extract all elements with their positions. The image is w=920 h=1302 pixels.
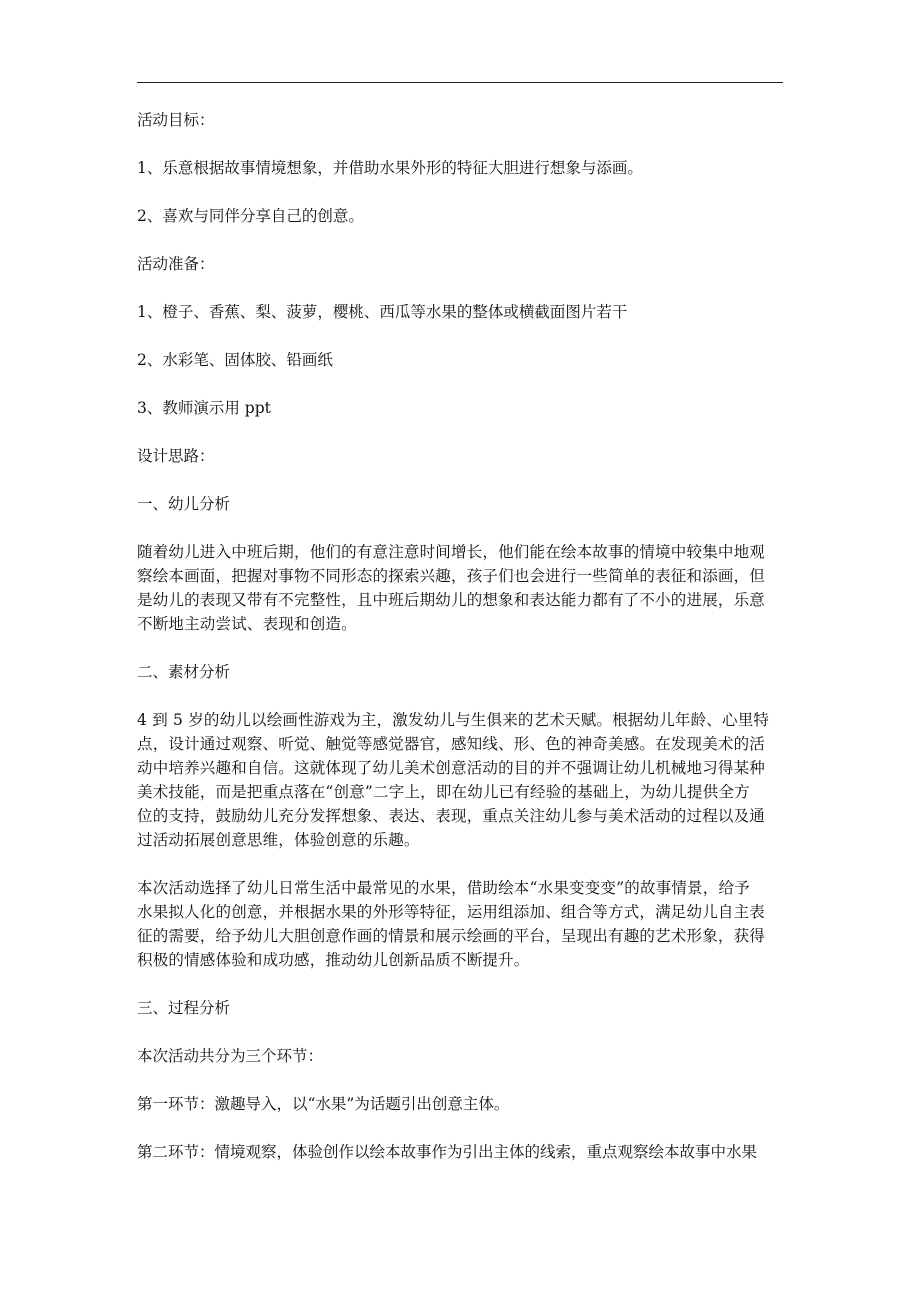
process-intro: 本次活动共分为三个环节： — [137, 1047, 324, 1065]
paragraph-line: 积极的情感体验和成功感，推动幼儿创新品质不断提升。 — [137, 951, 530, 969]
paragraph-line: 征的需要，给予幼儿大胆创意作画的情景和展示绘画的平台，呈现出有趣的艺术形象，获得 — [137, 927, 766, 945]
process-step-1: 第一环节：激趣导入，以“水果”为话题引出创意主体。 — [137, 1095, 510, 1113]
paragraph-line: 本次活动选择了幼儿日常生活中最常见的水果，借助绘本“水果变变变”的故事情景，给予 — [137, 879, 750, 897]
header-rule — [137, 82, 783, 83]
paragraph-line: 4 到 5 岁的幼儿以绘画性游戏为主，激发幼儿与生俱来的艺术天赋。根据幼儿年龄、心里特 — [137, 711, 770, 729]
preparation-item-3: 3、教师演示用 ppt — [137, 399, 271, 417]
section-2-heading: 二、素材分析 — [137, 663, 231, 681]
design-heading: 设计思路： — [137, 447, 215, 465]
paragraph-line: 是幼儿的表现又带有不完整性，且中班后期幼儿的想象和表达能力都有了不小的进展，乐意 — [137, 591, 766, 609]
preparation-item-1: 1、橙子、香蕉、梨、菠萝，樱桃、西瓜等水果的整体或横截面图片若干 — [137, 303, 628, 321]
paragraph-line: 美术技能，而是把重点落在“创意”二字上，即在幼儿已有经验的基础上，为幼儿提供全方 — [137, 783, 750, 801]
paragraph-line: 随着幼儿进入中班后期，他们的有意注意时间增长，他们能在绘本故事的情境中较集中地观 — [137, 543, 766, 561]
process-step-2: 第二环节：情境观察，体验创作以绘本故事作为引出主体的线索，重点观察绘本故事中水果 — [137, 1143, 758, 1161]
paragraph-line: 不断地主动尝试、表现和创造。 — [137, 615, 357, 633]
section-2-paragraph-1 — [137, 708, 785, 852]
objective-item-2: 2、喜欢与同伴分享自己的创意。 — [137, 207, 364, 225]
section-2-paragraph-2 — [137, 876, 785, 972]
preparation-item-2: 2、水彩笔、固体胶、铅画纸 — [137, 351, 333, 369]
document-body — [137, 108, 785, 1164]
preparation-heading: 活动准备： — [137, 255, 215, 273]
paragraph-line: 过活动拓展创意思维，体验创意的乐趣。 — [137, 831, 420, 849]
paragraph-line: 动中培养兴趣和自信。这就体现了幼儿美术创意活动的目的并不强调让幼儿机械地习得某种 — [137, 759, 766, 777]
objective-item-1: 1、乐意根据故事情境想象，并借助水果外形的特征大胆进行想象与添画。 — [137, 159, 643, 177]
paragraph-line: 位的支持，鼓励幼儿充分发挥想象、表达、表现，重点关注幼儿参与美术活动的过程以及通 — [137, 807, 766, 825]
objectives-heading: 活动目标： — [137, 111, 215, 129]
paragraph-line: 察绘本画面，把握对事物不同形态的探索兴趣，孩子们也会进行一些简单的表征和添画，但 — [137, 567, 766, 585]
paragraph-line: 点，设计通过观察、听觉、触觉等感觉器官，感知线、形、色的神奇美感。在发现美术的活 — [137, 735, 766, 753]
section-1-heading: 一、幼儿分析 — [137, 495, 231, 513]
paragraph-line: 水果拟人化的创意，并根据水果的外形等特征，运用组添加、组合等方式，满足幼儿自主表 — [137, 903, 766, 921]
section-3-heading: 三、过程分析 — [137, 999, 231, 1017]
section-1-paragraph — [137, 540, 785, 636]
